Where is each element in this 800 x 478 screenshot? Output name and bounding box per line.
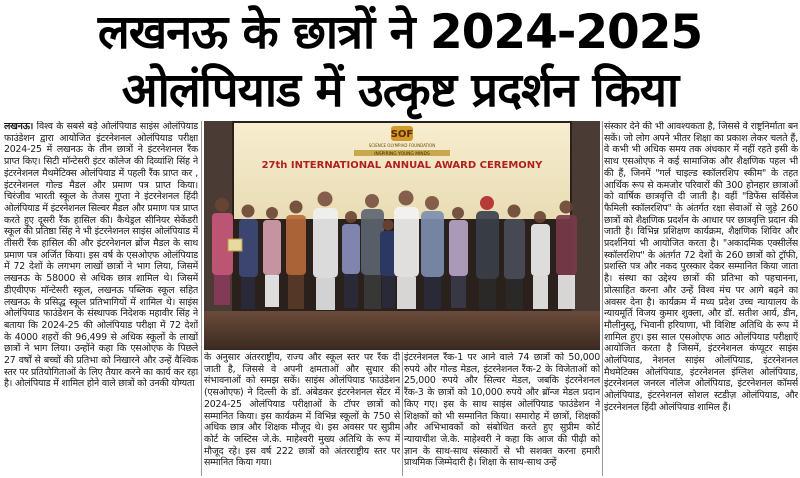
person-figure [421,196,444,309]
person-figure [286,201,306,310]
article-dateline: लखनऊ। [4,121,34,132]
person-figure [313,192,338,311]
person-figure [263,207,281,307]
person-figure [394,191,419,310]
headline-line-2: ओलंपियाड में उत्कृष्ट प्रदर्शन किया [121,63,679,118]
headline-line-1: लखनऊ के छात्रों ने 2024-2025 [97,5,703,60]
certificate-frame [228,239,242,251]
person-figure [504,205,525,310]
article-column-2: के अनुसार अंतरराष्ट्रीय, राज्य और स्कूल स्तर पर रैंक दी जाती है, जिससे वे अपनी क्षमताओं और सुधार की संभावनाओं को समझ सकें। साइंस ओलंपियाड फाउंडेशन (एसओएफ) ने दिल्ली के डॉ. अंबेडकर इंटरनेशनल सेंटर में 2024-25 ओलंपियाड परीक्षाओं के टॉपर छात्रों को सम्मानित किया। इस कार्यक्रम में विभिन्न स्कूलों के 750 से अधिक छात्र और शिक्षक मौजूद थे। इस अवसर पर सुप्रीम कोर्ट के जस्टिस जे.के. माहेश्वरी मुख्य अतिथि के रूप में मौजूद रहे। इस वर्ष 222 छात्रों को अंतरराष्ट्रीय स्तर पर सम्मानित किया गया। [204,352,400,469]
banner-strip-text: INSPIRING YOUNG MINDS [374,152,430,157]
sof-logo-subtext: SCIENCE OLYMPIAD FOUNDATION [368,143,436,148]
column-divider [602,121,603,476]
person-figure [531,211,550,309]
award-ceremony-banner-text: 27th INTERNATIONAL ANNUAL AWARD CEREMONY [261,160,543,171]
person-figure [476,196,499,309]
column-divider [201,121,202,476]
article-column-1-text: विश्व के सबसे बड़े ओलंपियाड साइंस ओलंपियाड फाउंडेशन द्वारा आयोजित इंटरनेशनल ओलंपियाड परीक्षा 2024-25 में लखनऊ के तीन छात्रों ने इंटरनेशनल रैंक प्राप्त किए। सिटी मॉन्टेसरी इंटर कॉलेज की दिव्यांशि सिंह ने इंटरनेशनल मैथमेटिक्स ओलंपियाड में पहली रैंक प्राप्त कर , इंटरनेशनल गोल्ड मैडल और प्रमाण पत्र प्राप्त किया। चिरंजीव भारती स्कूल के तेजस गुप्ता ने इंटरनेशनल हिंदी ओलंपियाड में इंटरनेशनल सिल्वर मैडल और प्रमाण पत्र प्राप्त करते हुए दूसरी रैंक हासिल की। कैथेड्रल सीनियर सेकेंडरी स्कूल की प्रतिष्ठा सिंह ने भी इंटरनेशनल साइंस ओलंपियाड में तीसरी रैंक हासिल की और इंटरनेशनल ब्रोंज मैडल के साथ प्रमाण पत्र अर्जित किया। इस वर्ष के एसओएफ ओलंपियाड में 72 देशों के लगभग लाखों छात्रों ने भाग लिया, जिसमें लखनऊ के 58000 से अधिक छात्र शामिल थे। जिसमें डीएवीएफ मॉन्टेसरी स्कूल, लखनऊ पब्लिक स्कूल सहित लखनऊ के प्रसिद्ध स्कूल प्रतिभागियों में शामिल थे। साइंस ओलंपियाड फाउंडेशन के संस्थापक निदेशक महावीर सिंह ने बताया कि 2024-25 की ओलंपियाड परीक्षा में 72 देशों के 4000 शहरों की 96,499 से अधिक स्कूलों के लाखों छात्रों ने भाग लिया। उन्होंने कहा कि एसओएफ के पिछले 27 वर्षों से बच्चों की प्रतिभा को निखारने और उन्हें वैश्विक स्तर पर प्रतियोगिताओं के लिए तैयार करने का कार्य कर रहा है। ओलंपियाड में शामिल होने वाले छात्रों को उनकी योग्यता [4,121,198,390]
sof-logo-text: SOF [390,129,414,140]
article-column-1 [4,121,198,476]
article-column-4: संस्कार देने की भी आवश्यकता है, जिससे वे राष्ट्रनिर्माता बन सकें। जो लोग अपने भीतर शिक्षा का प्रकाश लेकर चलते हैं, वे कभी भी अधिक समय तक अंधकार में नहीं रहते इसी के साथ एसओएफ ने कई सामाजिक और शैक्षणिक पहल भी की हैं, जिनमें "गर्ल चाइल्ड स्कॉलरशिप स्कीम" के तहत आर्थिक रूप से कमजोर परिवारों की 300 होनहार छात्राओं को वार्षिक छात्रवृत्ति दी जाती है। वहीं "डिफेंस सर्विसेज फैमिली स्कॉलरशिप" के अंतर्गत रक्षा सेवाओं से जुड़े 260 छात्रों को शैक्षणिक प्रदर्शन के आधार पर छात्रवृत्ति प्रदान की जाती है। विभिन्न प्रशिक्षण कार्यक्रम, शैक्षणिक शिविर और प्रदर्शनियां भी आयोजित करता है। "अकादमिक एक्सीलेंस स्कॉलरशिप" के अंतर्गत 72 देशों के 260 छात्रों को ट्रॉफी, प्रशस्ति पत्र और नकद पुरस्कार देकर सम्मानित किया जाता है। संस्था का उद्देश्य छात्रों की प्रतिभा को पहचानना, प्रोत्साहित करना और उन्हें विश्व मंच पर आगे बढ़ने का अवसर देना है। कार्यक्रम में मध्य प्रदेश उच्च न्यायालय के न्यायमूर्ति विजय कुमार शुक्ला, और डॉ. सतीश आर्य, डीन, मौलीनुस्तू, भिवानी हरियाणा, भी विशिष्ट अतिथि के रूप में शामिल हुए। इस साल एसओएफ आठ ओलंपियाड परीक्षाएँ आयोजित करता है जिसमें, इंटरनेशनल कंप्यूटर साइंस ओलंपियाड, नेशनल साइंस ओलंपियाड, इंटरनेशनल मैथमेटिक्स ओलंपियाड, इंटरनेशनल इंग्लिश ओलंपियाड, इंटरनेशनल जनरल नॉलेज ओलंपियाड, इंटरनेशनल कॉमर्स ओलंपियाड, इंटरनेशनल सोशल स्टडीज़ ओलंपियाड, और इंटरनेशनल हिंदी ओलंपियाड शामिल हैं। [604,121,798,413]
person-figure [449,207,468,308]
person-figure [342,211,360,308]
column-divider [402,352,403,476]
award-ceremony-photo [204,121,600,350]
article-column-3: इंटरनेशनल रैंक-1 पर आने वाले 74 छात्रों को 50,000 रुपये और गोल्ड मेडल, इंटरनेशनल रैंक-2 के विजेताओं को 25,000 रुपये और सिल्वर मेडल, जबकि इंटरनेशनल रैंक-3 के छात्रों को 10,000 रुपये और ब्रॉन्ज मेडल प्रदान किए गए। इस के साथ साइंस ओलंपियाड फाउंडेशन ने शिक्षकों को भी सम्मानित किया। समारोह में छात्रों, शिक्षकों और अभिभावकों को संबोधित करते हुए सुप्रीम कोर्ट न्यायाधीश जे.के. माहेश्वरी ने कहा कि आज की पीढ़ी को ज्ञान के साथ-साथ संस्कारों से भी सशक्त करना हमारी प्राथमिक जिम्मेदारी है। शिक्षा के साथ-साथ उन्हें [404,352,600,469]
person-figure [556,201,577,310]
